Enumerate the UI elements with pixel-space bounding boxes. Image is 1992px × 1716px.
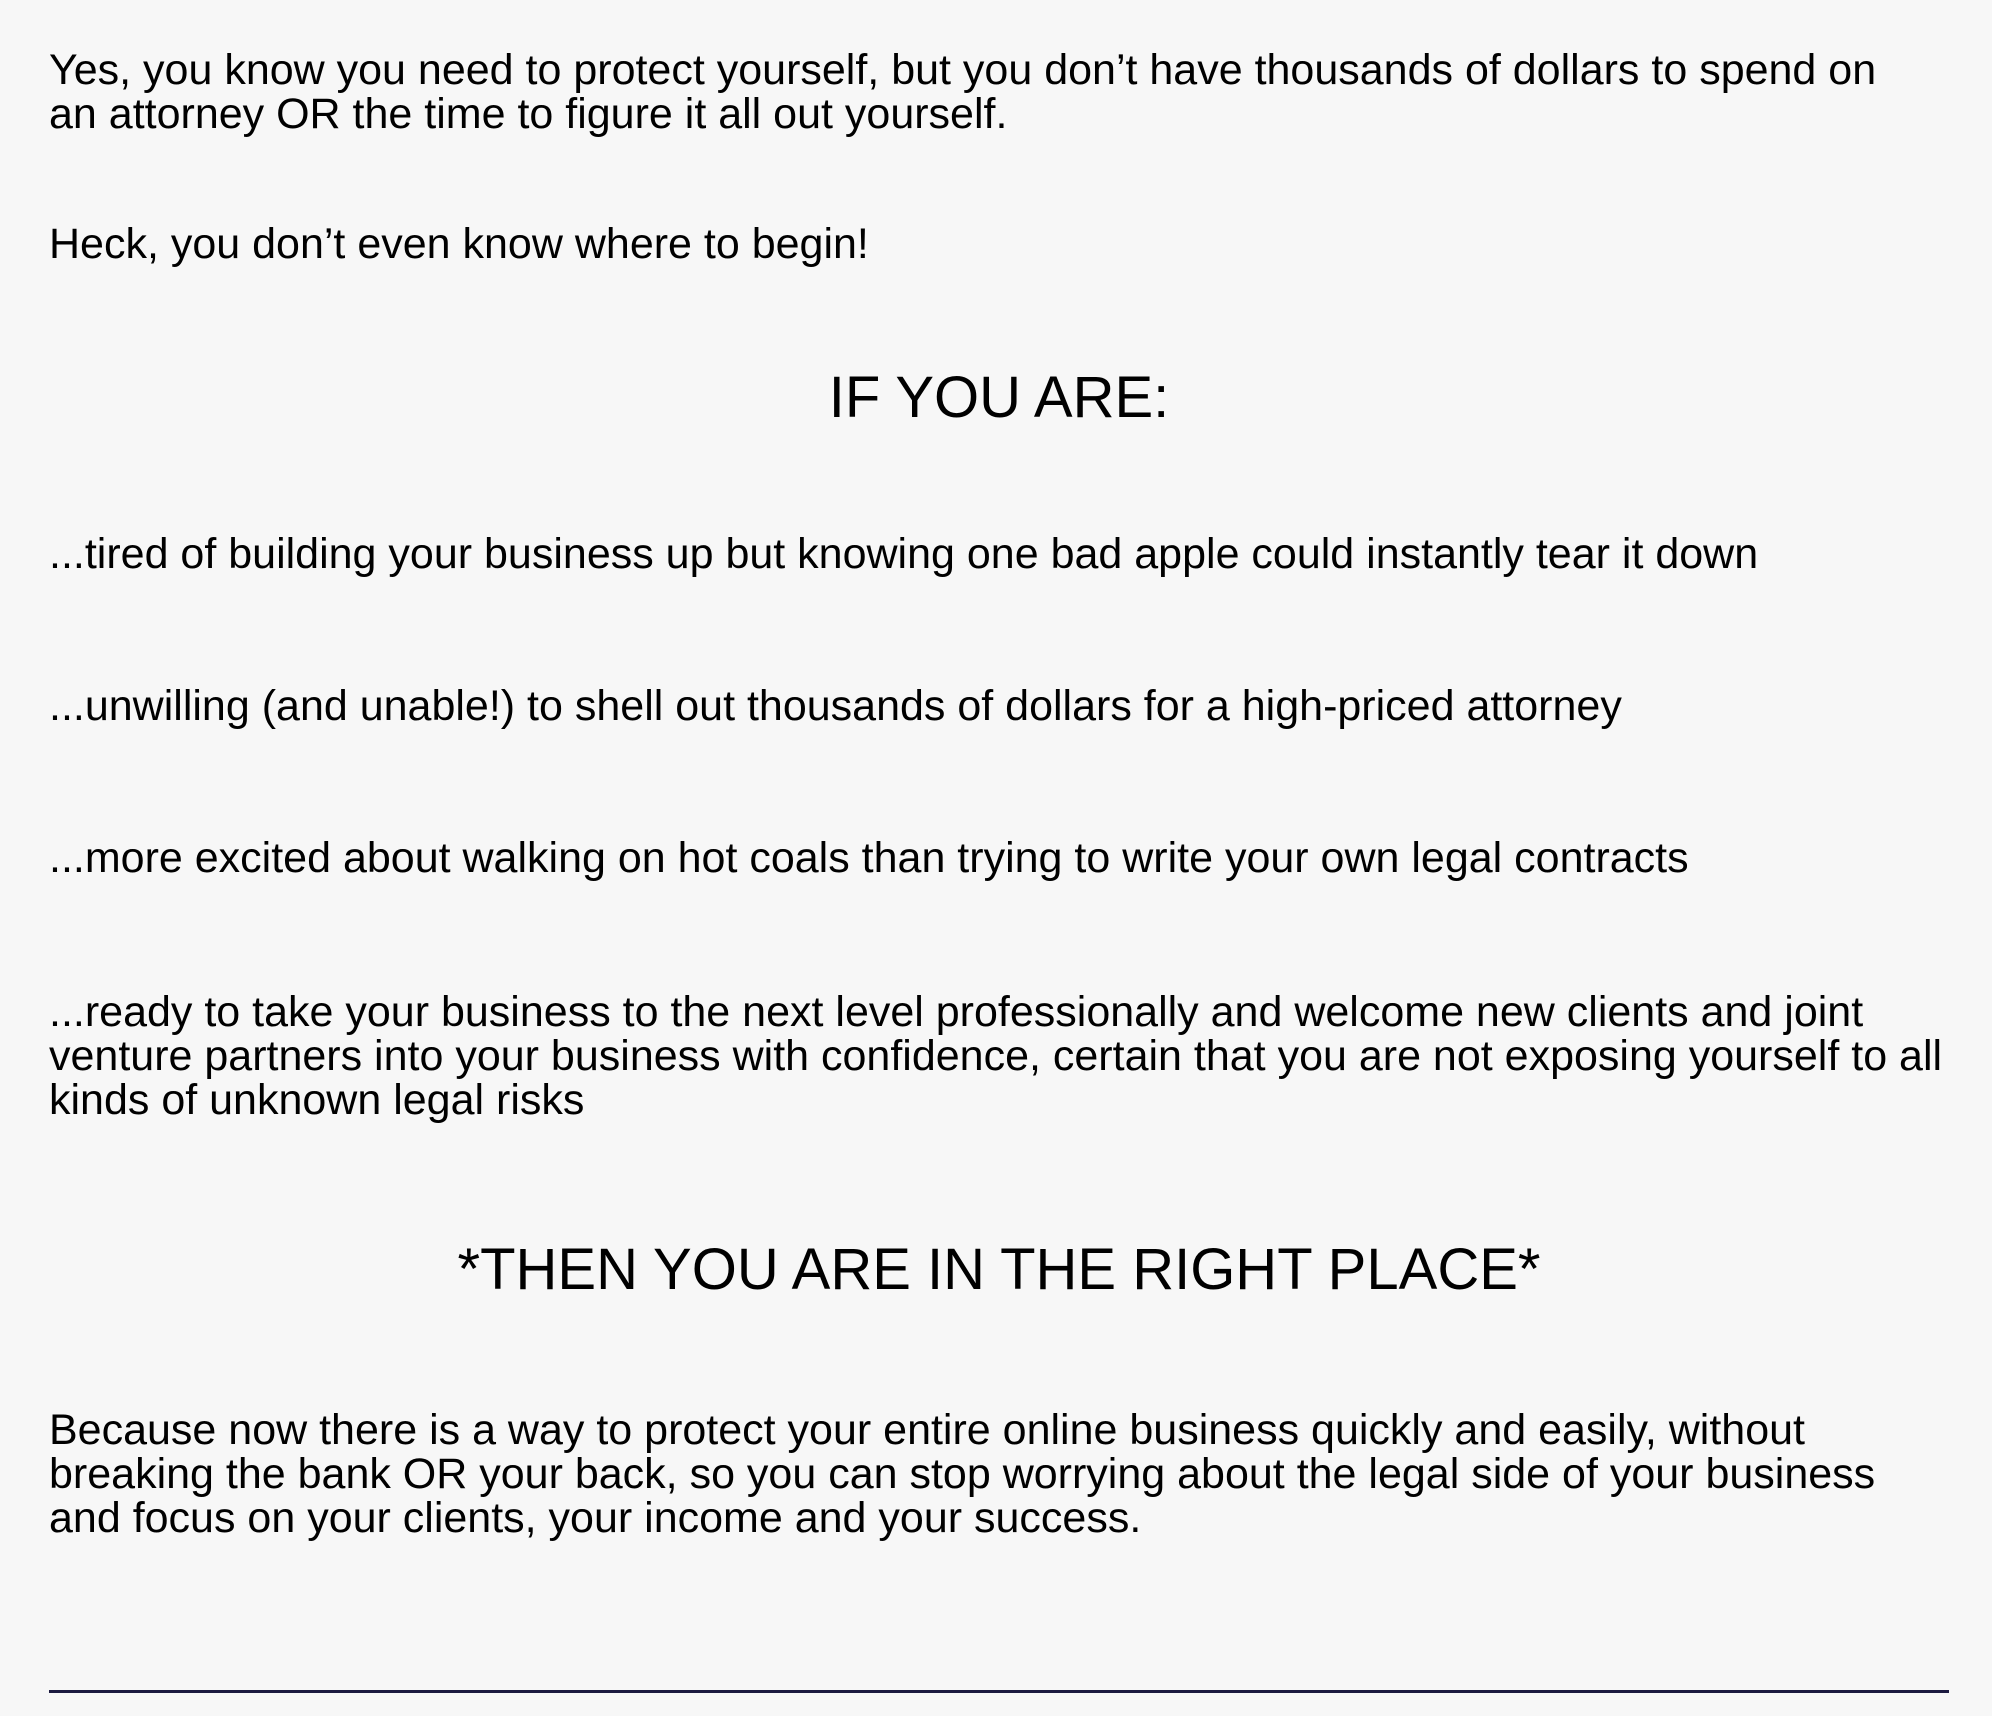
- intro-paragraph-2: Heck, you don’t even know where to begin!: [49, 220, 869, 268]
- if-you-are-heading: IF YOU ARE:: [828, 365, 1170, 430]
- list-item: ...tired of building your business up but knowing one bad apple could instantly tear it down: [49, 530, 1759, 578]
- right-place-heading: *THEN YOU ARE IN THE RIGHT PLACE*: [457, 1237, 1541, 1302]
- list-item: ...unwilling (and unable!) to shell out thousands of dollars for a high-priced attorney: [49, 682, 1622, 730]
- closing-paragraph: Because now there is a way to protect your entire online business quickly and easily, without breaking the bank OR your back, so you can stop worrying about the legal side of your business and focus on your clients, your income and your success.: [49, 1406, 1876, 1542]
- list-item: ...ready to take your business to the next level professionally and welcome new clients and joint venture partners into your business with confidence, certain that you are not exposing yourself to all kinds of unknown legal risks: [49, 988, 1943, 1124]
- intro-paragraph-1: Yes, you know you need to protect yourself, but you don’t have thousands of dollars to spend on an attorney OR the time to figure it all out yourself.: [49, 46, 1877, 138]
- divider-line: [49, 1690, 1949, 1693]
- list-item: ...more excited about walking on hot coals than trying to write your own legal contracts: [49, 834, 1689, 882]
